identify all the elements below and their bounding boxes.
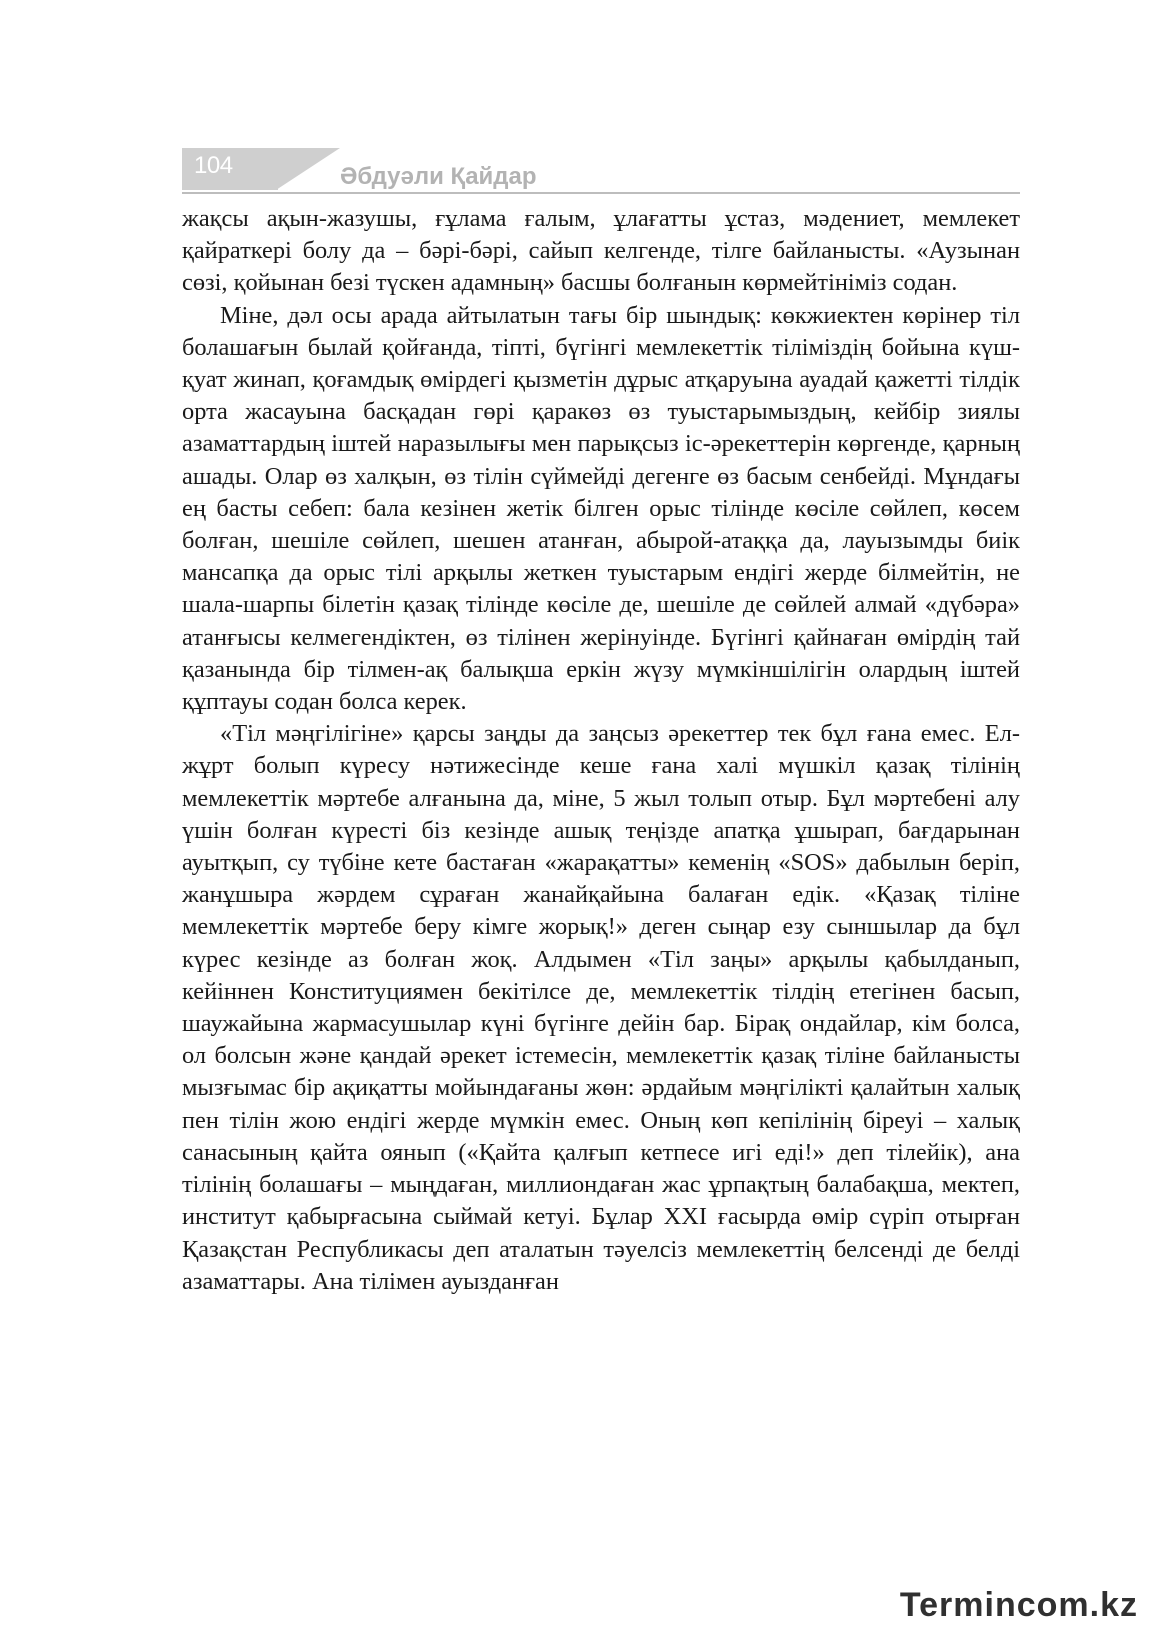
running-header [182,148,1020,196]
site-watermark: Termincom.kz [899,1586,1138,1624]
body-text [182,203,1020,1298]
page-number: 104 [194,152,233,179]
paragraph: жақсы ақын-жазушы, ғұлама ғалым, ұлағатты ұстаз, мәдениет, мемлекет қайраткері болу да – бәрі-бәрі, сайып келгенде, тілге байланысты. «Аузынан сөзі, қойынан безі түскен адамның» басшы болғанын көрмейтініміз содан. [182,205,1020,297]
page-number-tab [182,148,278,190]
header-rule [182,192,1020,194]
running-header-author: Әбдуәли Қайдар [340,163,537,190]
paragraph: Міне, дәл осы арада айтылатын тағы бір шындық: көкжиектен көрінер тіл болашағын былай қойғанда, тіпті, бүгінгі мемлекеттік тіліміздің бойына күш-қуат жинап, қоғамдық өмірдегі қызметін дұрыс атқаруына ауадай қажетті тілдік орта жасауына басқадан гөрі қаракөз өз туыстарымыздың, кейбір зиялы азаматтардың іштей наразылығы мен парықсыз іс-әрекеттерін көргенде, қарның ашады. Олар өз халқын, өз тілін сүймейді дегенге өз басым сенбейді. Мұндағы ең басты себеп: бала кезінен жетік білген орыс тілінде көсіле сөйлеп, көсем болған, шешіле сөйлеп, шешен атанған, абырой-атаққа да, лауызымды биік мансапқа да орыс тілі арқылы жеткен туыстарым ендігі жерде білмейтін, не шала-шарпы білетін қазақ тілінде көсіле де, шешіле де сөйлей алмай «дүбәра» атанғысы келмегендіктен, өз тілінен жерінуінде. Бүгінгі қайнаған өмірдің тай қазанында бір тілмен-ақ балықша еркін жүзу мүмкіншілігін олардың іштей құптауы содан болса керек. [182,301,1020,716]
paragraph: «Тіл мәңгілігіне» қарсы заңды да заңсыз әрекеттер тек бұл ғана емес. Ел-жұрт болып күресу нәтижесінде кеше ғана халі мүшкіл қазақ тілінің мемлекеттік мәртебе алғанына да, міне, 5 жыл толып отыр. Бұл мәртебені алу үшін болған күресті біз кезінде ашық теңізде апатқа ұшырап, бағдарынан ауытқып, су түбіне кете бастаған «жарақатты» кеменің «SOS» дабылын беріп, жанұшыра жәрдем сұраған жанайқайына балаған едік. «Қазақ тіліне мемлекеттік мәртебе беру кімге жорық!» деген сыңар езу сыншылар да бұл күрес кезінде аз болған жоқ. Алдымен «Тіл заңы» арқылы қабылданып, кейіннен Конституциямен бекітілсе де, мемлекеттік тілдің етегінен басып, шаужайына жармасушылар күні бүгінге дейін бар. Бірақ ондайлар, кім болса, ол болсын және қандай әрекет істемесін, мемлекеттік қазақ тіліне байланысты мызғымас бір ақиқатты мойындағаны жөн: әрдайым мәңгілікті қалайтын халық пен тілін жою ендігі жерде мүмкін емес. Оның көп кепілінің біреуі – халық санасының қайта оянып («Қайта қалғып кетпесе игі еді!» деп тілейік), ана тілінің болашағы – мыңдаған, миллиондаған жас ұрпақтың балабақша, мектеп, институт қабырғасына сыймай кетуі. Бұлар XXI ғасырда өмір сүріп отырған Қазақстан Республикасы деп аталатын тәуелсіз мемлекеттің белсенді де белді азаматтары. Ана тілімен ауызданған [182,720,1020,1295]
page-tab-arrow [276,148,340,190]
